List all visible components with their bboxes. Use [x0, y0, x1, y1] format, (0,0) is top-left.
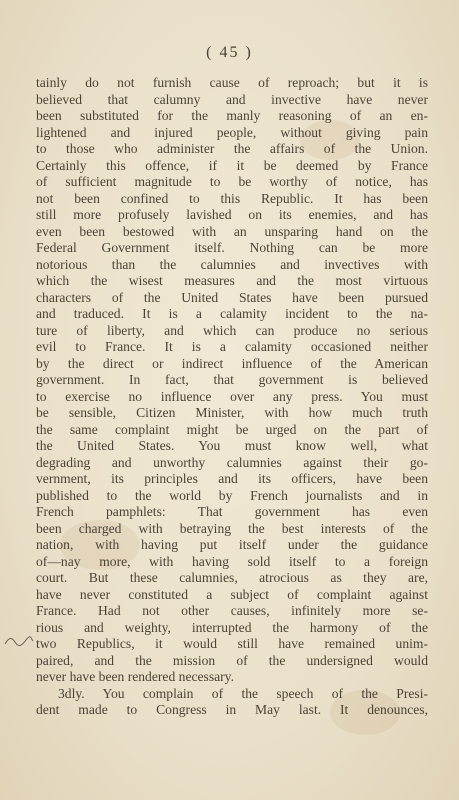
- text-line: the same complaint might be urged on the part of: [36, 421, 428, 437]
- text-line: by the direct or indirect influence of the American: [36, 355, 428, 371]
- page-number: ( 45 ): [206, 44, 253, 61]
- text-line: lightened and injured people, without giving pain: [36, 124, 428, 140]
- text-line: rious and weighty, interrupted the harmony of the: [36, 619, 428, 635]
- text-line: paired, and the mission of the undersigned would: [36, 652, 428, 668]
- text-line: French pamphlets: That government has even: [36, 504, 428, 519]
- text-line: believed that calumny and invective have never: [36, 91, 428, 107]
- text-line: published to the world by French journalists and in: [36, 487, 428, 503]
- text-line: France. Had not other causes, infinitely more se-: [36, 603, 428, 618]
- text-line: of sufficient magnitude to be worthy of notice, has: [36, 174, 428, 189]
- text-line: ture of liberty, and which can produce no serious: [36, 322, 428, 338]
- text-line: never have been rendered necessary.: [36, 669, 234, 684]
- body-text: [36, 75, 428, 719]
- text-line: which the wisest measures and the most virtuous: [36, 273, 428, 288]
- text-line: dent made to Congress in May last. It denounces,: [36, 702, 428, 717]
- text-line: even been bestowed with an unsparing hand on the: [36, 223, 428, 239]
- text-line: of—nay more, with having sold itself to a foreign: [36, 553, 428, 569]
- text-line: still more profusely lavished on its enemies, and has: [36, 207, 428, 222]
- text-line: the United States. You must know well, what: [36, 438, 428, 453]
- text-line: two Republics, it would still have remained unim-: [36, 636, 428, 651]
- text-line: degrading and unworthy calumnies against their go-: [36, 454, 428, 470]
- text-line: tainly do not furnish cause of reproach; but it is: [36, 75, 428, 90]
- text-line: been substituted for the manly reasoning of an en-: [36, 108, 428, 123]
- text-line: Federal Government itself. Nothing can be more: [36, 240, 428, 255]
- text-line: 3dly. You complain of the speech of the Presi-: [58, 685, 428, 701]
- text-line: not been confined to this Republic. It has been: [36, 190, 428, 206]
- text-line: to those who administer the affairs of the Union.: [36, 141, 428, 156]
- text-line: vernment, its principles and its officers, have been: [36, 471, 428, 486]
- margin-ink-mark: [4, 635, 34, 649]
- text-line: notorious than the calumnies and invectives with: [36, 256, 428, 272]
- text-line: been charged with betraying the best interests of the: [36, 520, 428, 536]
- text-line: nation, with having put itself under the guidance: [36, 537, 428, 552]
- text-line: court. But these calumnies, atrocious as they are,: [36, 570, 428, 585]
- text-line: to exercise no influence over any press. You must: [36, 388, 428, 404]
- text-line: evil to France. It is a calamity occasioned neither: [36, 339, 428, 354]
- text-line: government. In fact, that government is believed: [36, 372, 428, 387]
- text-line: Certainly this offence, if it be deemed by France: [36, 157, 428, 173]
- text-line: characters of the United States have been pursued: [36, 289, 428, 305]
- text-line: be sensible, Citizen Minister, with how much truth: [36, 405, 428, 420]
- text-line: have never constituted a subject of complaint against: [36, 586, 428, 602]
- text-line: and traduced. It is a calamity incident to the na-: [36, 306, 428, 321]
